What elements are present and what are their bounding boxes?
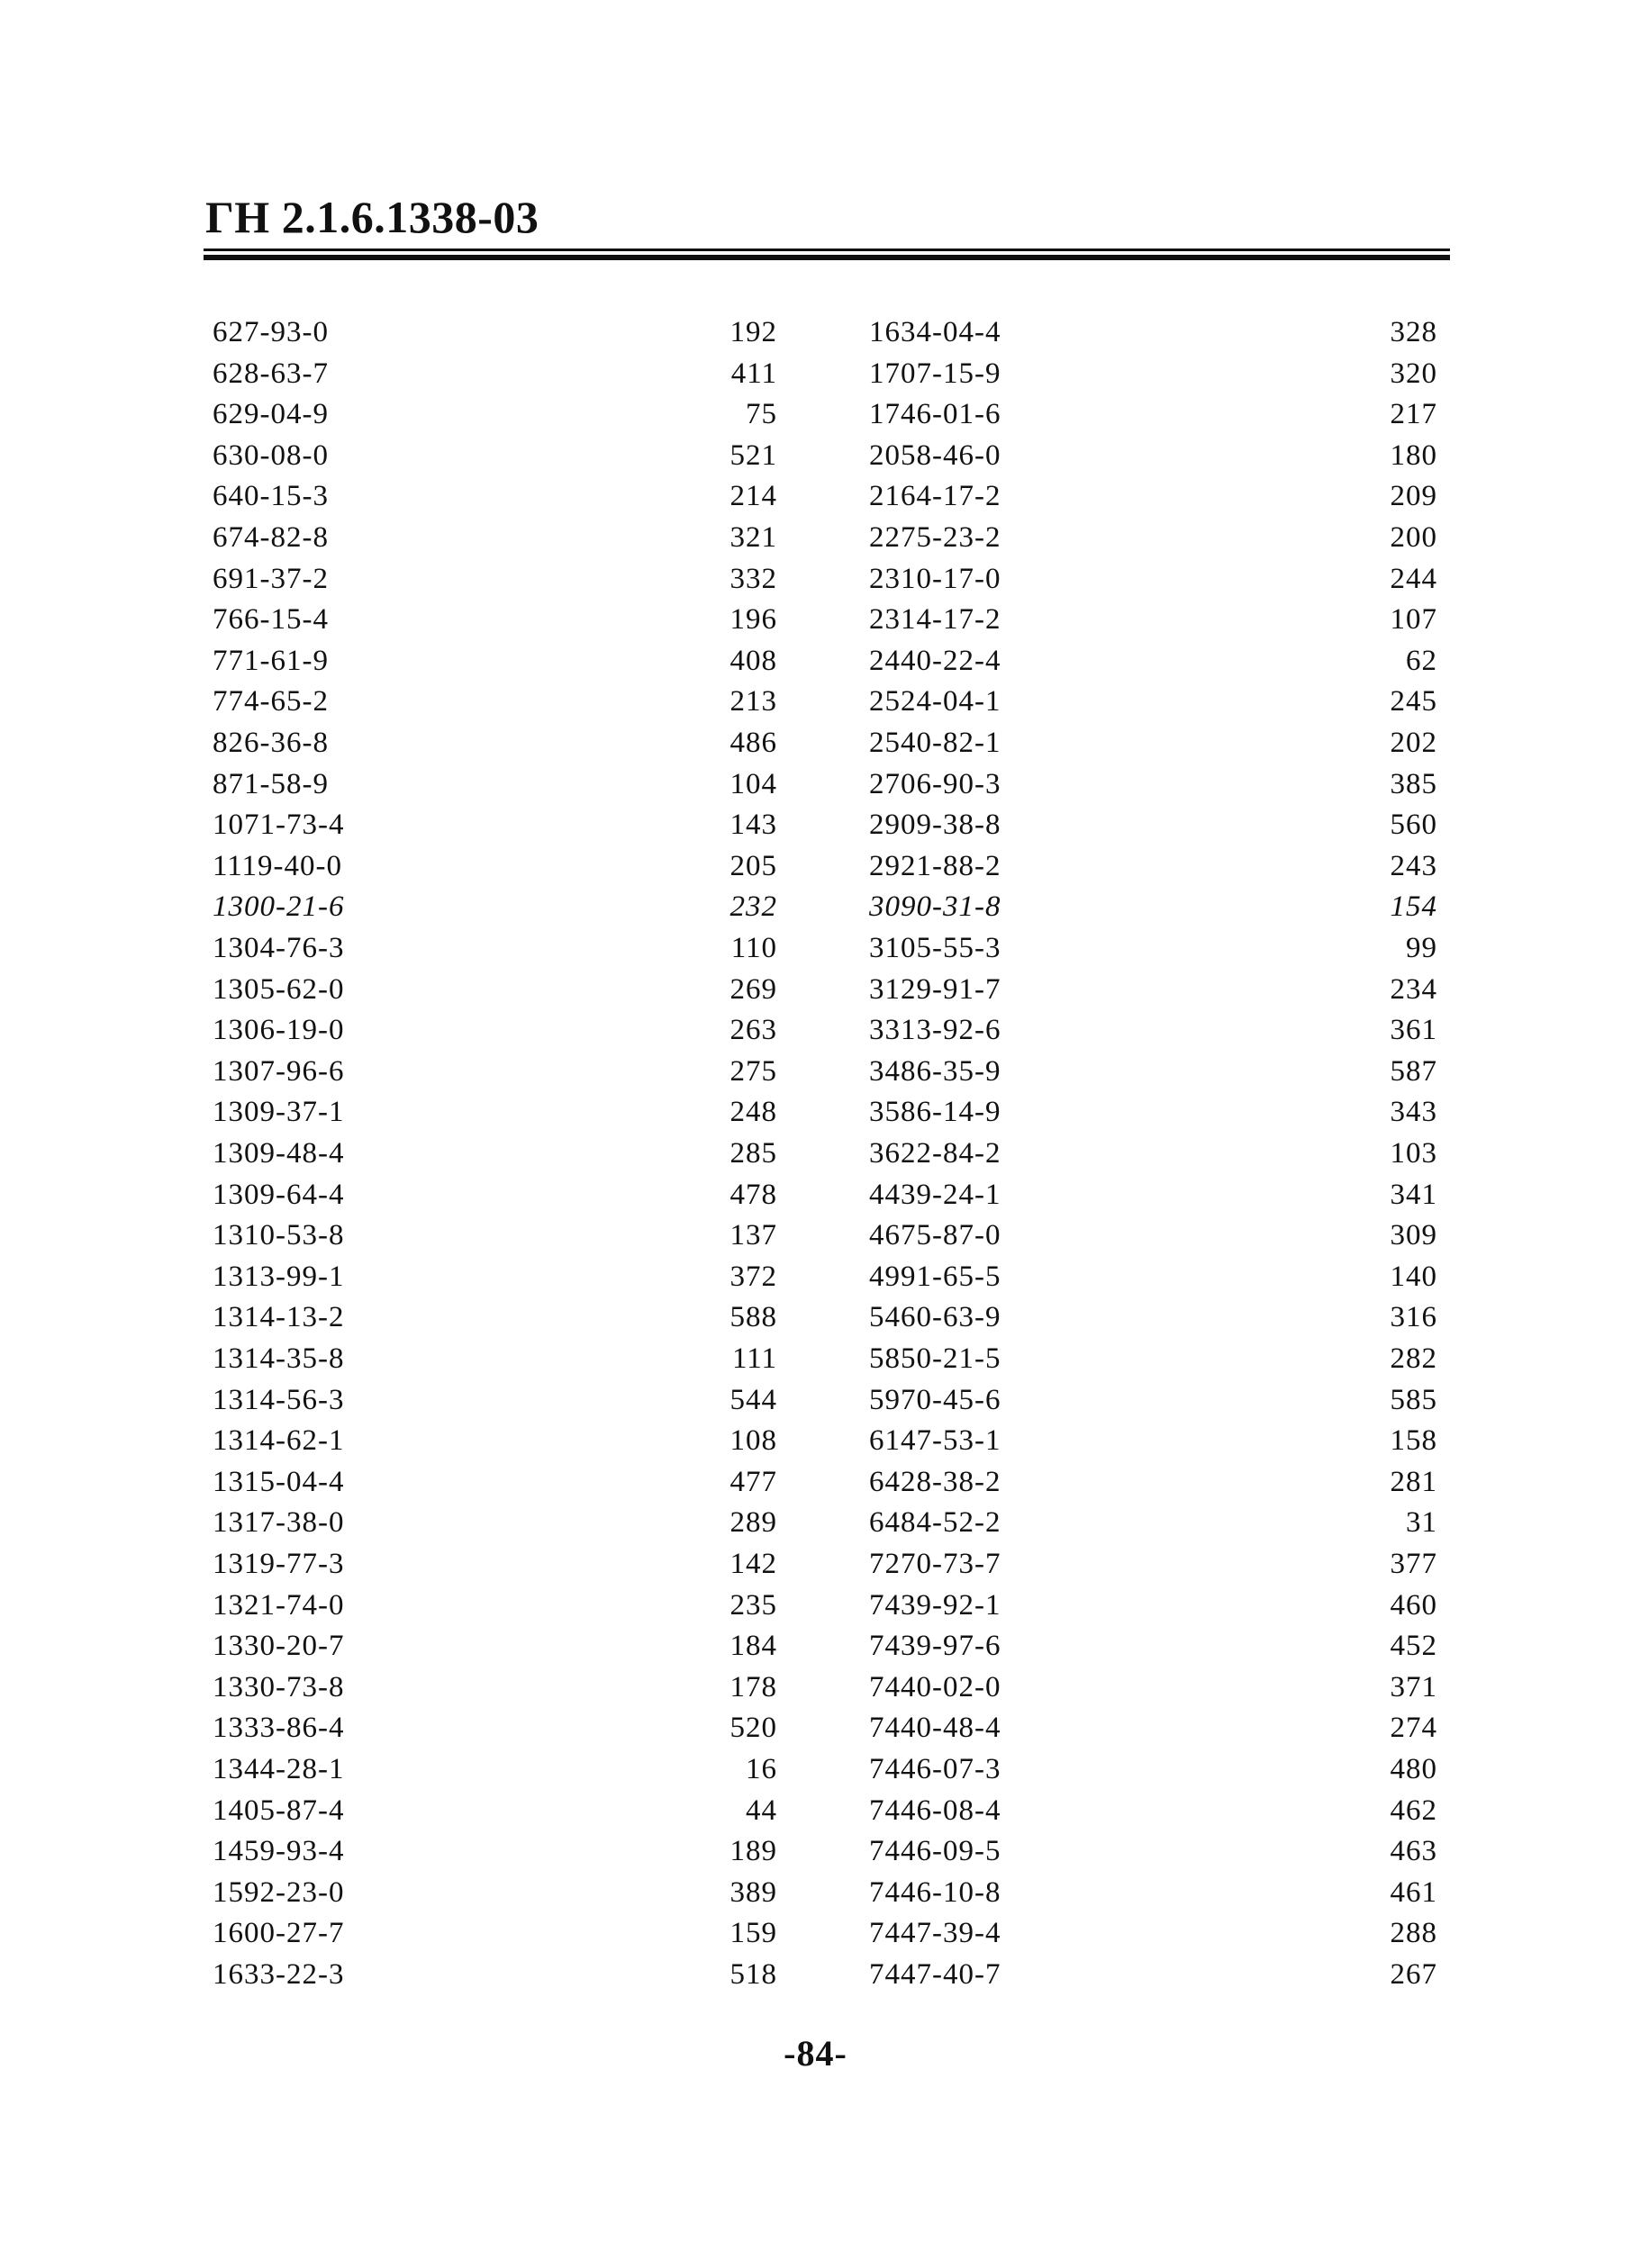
table-row	[0, 1748, 1631, 1790]
table-row	[0, 1912, 1631, 1954]
page-ref-right: 281	[1390, 1465, 1437, 1498]
cas-number-right: 1707-15-9	[869, 357, 1001, 390]
cas-number-right: 2310-17-0	[869, 562, 1001, 595]
page-ref-right: 107	[1390, 603, 1437, 637]
cas-number-right: 2164-17-2	[869, 480, 1001, 513]
page-ref-left: 486	[729, 727, 777, 759]
table-row	[0, 969, 1631, 1010]
table-row	[0, 1420, 1631, 1461]
page-ref-left: 214	[729, 480, 777, 513]
table-row	[0, 1830, 1631, 1872]
cas-number-left: 1314-13-2	[213, 1301, 345, 1334]
page-ref-left: 16	[746, 1753, 777, 1785]
cas-number-left: 1344-28-1	[213, 1753, 345, 1785]
table-row	[0, 804, 1631, 845]
cas-number-right: 2909-38-8	[869, 809, 1001, 842]
page-ref-right: 461	[1390, 1875, 1437, 1909]
page-ref-left: 143	[729, 809, 777, 842]
page-ref-right: 209	[1390, 480, 1437, 513]
page-ref-right: 309	[1390, 1219, 1437, 1252]
table-row	[0, 1009, 1631, 1051]
cas-number-left: 1315-04-4	[213, 1465, 345, 1498]
cas-number-left: 1600-27-7	[213, 1917, 345, 1950]
page-ref-right: 328	[1390, 316, 1437, 348]
page-ref-left: 332	[729, 562, 777, 595]
page-ref-left: 263	[729, 1014, 777, 1047]
cas-number-left: 1314-35-8	[213, 1342, 345, 1375]
page-ref-left: 44	[746, 1794, 777, 1827]
cas-number-right: 7439-92-1	[869, 1588, 1001, 1622]
cas-number-left: 1459-93-4	[213, 1835, 345, 1868]
page-ref-right: 245	[1390, 685, 1437, 718]
table-row	[0, 1872, 1631, 1913]
page-ref-left: 205	[729, 849, 777, 882]
page-ref-left: 111	[731, 1342, 777, 1375]
page-ref-left: 232	[729, 890, 777, 924]
page-ref-left: 75	[746, 398, 777, 431]
page-ref-left: 189	[729, 1835, 777, 1868]
table-row	[0, 886, 1631, 927]
page-ref-left: 520	[729, 1712, 777, 1745]
cas-number-right: 3090-31-8	[869, 890, 1001, 924]
cas-number-left: 826-36-8	[213, 727, 329, 759]
page-ref-left: 521	[729, 438, 777, 472]
table-row	[0, 1461, 1631, 1503]
page-ref-left: 518	[729, 1958, 777, 1991]
cas-number-left: 629-04-9	[213, 398, 329, 431]
page-ref-left: 588	[729, 1301, 777, 1334]
table-row	[0, 1133, 1631, 1174]
page-number: -84-	[784, 2033, 847, 2074]
cas-number-right: 2314-17-2	[869, 603, 1001, 637]
page-ref-left: 178	[729, 1670, 777, 1703]
page-ref-right: 154	[1390, 890, 1437, 924]
page-ref-right: 244	[1390, 562, 1437, 595]
cas-number-left: 1306-19-0	[213, 1014, 345, 1047]
page-ref-right: 103	[1390, 1137, 1437, 1170]
page-ref-left: 142	[729, 1548, 777, 1580]
cas-number-left: 674-82-8	[213, 521, 329, 554]
cas-number-right: 7446-07-3	[869, 1753, 1001, 1785]
table-row	[0, 764, 1631, 805]
page-ref-right: 316	[1390, 1301, 1437, 1334]
page-ref-left: 389	[729, 1875, 777, 1909]
table-row	[0, 1338, 1631, 1379]
table-row	[0, 353, 1631, 394]
cas-number-right: 4991-65-5	[869, 1260, 1001, 1293]
cas-number-right: 4675-87-0	[869, 1219, 1001, 1252]
cas-number-right: 2921-88-2	[869, 849, 1001, 882]
page-ref-right: 288	[1390, 1917, 1437, 1950]
cas-number-right: 2706-90-3	[869, 767, 1001, 800]
page-ref-right: 320	[1390, 357, 1437, 390]
cas-number-right: 7440-48-4	[869, 1712, 1001, 1745]
cas-number-left: 1321-74-0	[213, 1588, 345, 1622]
page-ref-left: 544	[729, 1383, 777, 1416]
table-row	[0, 1667, 1631, 1708]
page-ref-left: 104	[729, 767, 777, 800]
page-ref-right: 385	[1390, 767, 1437, 800]
page-ref-left: 321	[729, 521, 777, 554]
page-ref-left: 269	[729, 972, 777, 1006]
cas-number-left: 640-15-3	[213, 480, 329, 513]
table-row	[0, 558, 1631, 600]
cas-number-left: 774-65-2	[213, 685, 329, 718]
table-row	[0, 435, 1631, 476]
cas-number-left: 1300-21-6	[213, 890, 345, 924]
page-ref-right: 460	[1390, 1588, 1437, 1622]
cas-number-right: 1746-01-6	[869, 398, 1001, 431]
cas-number-left: 1314-62-1	[213, 1424, 345, 1458]
cas-number-right: 3486-35-9	[869, 1054, 1001, 1088]
cas-number-right: 6484-52-2	[869, 1506, 1001, 1540]
document-title: ГН 2.1.6.1338-03	[205, 192, 539, 242]
page-ref-right: 234	[1390, 972, 1437, 1006]
page-ref-right: 587	[1390, 1054, 1437, 1088]
page-ref-left: 289	[729, 1506, 777, 1540]
cas-number-right: 2524-04-1	[869, 685, 1001, 718]
table-row	[0, 1174, 1631, 1215]
page-ref-left: 285	[729, 1137, 777, 1170]
cas-number-right: 7440-02-0	[869, 1670, 1001, 1703]
table-row	[0, 1625, 1631, 1667]
table-row	[0, 517, 1631, 558]
table-row	[0, 1543, 1631, 1585]
cas-number-left: 1592-23-0	[213, 1875, 345, 1909]
cas-number-right: 7447-40-7	[869, 1958, 1001, 1991]
page-ref-right: 560	[1390, 809, 1437, 842]
page-ref-left: 275	[729, 1054, 777, 1088]
cas-number-left: 1304-76-3	[213, 932, 345, 964]
page-ref-left: 137	[729, 1219, 777, 1252]
page-ref-right: 200	[1390, 521, 1437, 554]
page-ref-right: 217	[1390, 398, 1437, 431]
table-row	[0, 1215, 1631, 1256]
table-row	[0, 1051, 1631, 1092]
page-ref-right: 463	[1390, 1835, 1437, 1868]
page-ref-left: 477	[729, 1465, 777, 1498]
cas-number-right: 5970-45-6	[869, 1383, 1001, 1416]
cas-number-left: 1309-48-4	[213, 1137, 345, 1170]
page-ref-left: 478	[729, 1178, 777, 1211]
page-ref-right: 158	[1390, 1424, 1437, 1458]
cas-number-left: 766-15-4	[213, 603, 329, 637]
cas-number-right: 7439-97-6	[869, 1630, 1001, 1663]
page-ref-right: 180	[1390, 438, 1437, 472]
cas-number-left: 1307-96-6	[213, 1054, 345, 1088]
table-row	[0, 599, 1631, 640]
cas-number-left: 1309-37-1	[213, 1096, 345, 1129]
page-ref-left: 372	[729, 1260, 777, 1293]
cas-number-right: 6147-53-1	[869, 1424, 1001, 1458]
cas-number-left: 1330-20-7	[213, 1630, 345, 1663]
cas-number-right: 3129-91-7	[869, 972, 1001, 1006]
page-ref-right: 274	[1390, 1712, 1437, 1745]
cas-number-right: 7446-10-8	[869, 1875, 1001, 1909]
page-ref-right: 341	[1390, 1178, 1437, 1211]
page-ref-right: 452	[1390, 1630, 1437, 1663]
cas-number-left: 771-61-9	[213, 644, 329, 677]
page-ref-right: 267	[1390, 1958, 1437, 1991]
table-row	[0, 1379, 1631, 1421]
cas-number-right: 1634-04-4	[869, 316, 1001, 348]
cas-number-left: 627-93-0	[213, 316, 329, 348]
cas-number-right: 2058-46-0	[869, 438, 1001, 472]
cas-number-left: 1330-73-8	[213, 1670, 345, 1703]
table-row	[0, 845, 1631, 887]
table-row	[0, 640, 1631, 682]
cas-number-right: 3105-55-3	[869, 932, 1001, 964]
page-ref-right: 585	[1390, 1383, 1437, 1416]
cas-number-left: 1313-99-1	[213, 1260, 345, 1293]
cas-number-right: 3586-14-9	[869, 1096, 1001, 1129]
page-ref-right: 361	[1390, 1014, 1437, 1047]
cas-number-left: 1317-38-0	[213, 1506, 345, 1540]
cas-number-right: 4439-24-1	[869, 1178, 1001, 1211]
cas-number-left: 1319-77-3	[213, 1548, 345, 1580]
cas-number-left: 1633-22-3	[213, 1958, 345, 1991]
page-ref-right: 377	[1390, 1548, 1437, 1580]
page-ref-right: 62	[1406, 644, 1437, 677]
page-ref-left: 108	[729, 1424, 777, 1458]
cas-number-left: 1305-62-0	[213, 972, 345, 1006]
table-row	[0, 1502, 1631, 1543]
cas-number-left: 630-08-0	[213, 438, 329, 472]
table-row	[0, 1256, 1631, 1297]
page-ref-left: 213	[729, 685, 777, 718]
table-row	[0, 1091, 1631, 1133]
page-ref-right: 202	[1390, 727, 1437, 759]
cas-number-right: 3622-84-2	[869, 1137, 1001, 1170]
table-row	[0, 927, 1631, 969]
cas-number-right: 6428-38-2	[869, 1465, 1001, 1498]
page-ref-right: 282	[1390, 1342, 1437, 1375]
cas-number-left: 1314-56-3	[213, 1383, 345, 1416]
cas-number-left: 1309-64-4	[213, 1178, 345, 1211]
cas-number-right: 7446-09-5	[869, 1835, 1001, 1868]
page-ref-left: 248	[729, 1096, 777, 1129]
table-row	[0, 393, 1631, 435]
cas-number-right: 2440-22-4	[869, 644, 1001, 677]
page-ref-left: 159	[729, 1917, 777, 1950]
cas-number-left: 1119-40-0	[213, 849, 343, 882]
page-ref-right: 31	[1406, 1506, 1437, 1540]
page-ref-right: 462	[1390, 1794, 1437, 1827]
page-ref-left: 235	[729, 1588, 777, 1622]
cas-number-left: 871-58-9	[213, 767, 329, 800]
page-ref-right: 140	[1390, 1260, 1437, 1293]
cas-number-right: 7446-08-4	[869, 1794, 1001, 1827]
cas-number-left: 691-37-2	[213, 562, 329, 595]
page-ref-right: 371	[1390, 1670, 1437, 1703]
cas-number-left: 1405-87-4	[213, 1794, 345, 1827]
cas-number-left: 1333-86-4	[213, 1712, 345, 1745]
cas-number-right: 2275-23-2	[869, 521, 1001, 554]
page-ref-left: 110	[730, 932, 777, 964]
page-ref-left: 196	[729, 603, 777, 637]
cas-number-right: 2540-82-1	[869, 727, 1001, 759]
page-ref-right: 99	[1406, 932, 1437, 964]
page-ref-left: 184	[729, 1630, 777, 1663]
page-ref-left: 411	[730, 357, 777, 390]
cas-number-left: 628-63-7	[213, 357, 329, 390]
page-ref-right: 243	[1390, 849, 1437, 882]
cas-number-right: 5850-21-5	[869, 1342, 1001, 1375]
cas-number-right: 5460-63-9	[869, 1301, 1001, 1334]
table-row	[0, 312, 1631, 353]
cas-number-left: 1071-73-4	[213, 809, 345, 842]
table-row	[0, 1707, 1631, 1748]
table-row	[0, 1297, 1631, 1338]
table-row	[0, 1790, 1631, 1831]
page-ref-right: 343	[1390, 1096, 1437, 1129]
table-row	[0, 681, 1631, 722]
cas-number-left: 1310-53-8	[213, 1219, 345, 1252]
cas-number-right: 7270-73-7	[869, 1548, 1001, 1580]
table-row	[0, 1585, 1631, 1626]
cas-number-right: 3313-92-6	[869, 1014, 1001, 1047]
table-row	[0, 475, 1631, 517]
page-ref-right: 480	[1390, 1753, 1437, 1785]
cas-number-right: 7447-39-4	[869, 1917, 1001, 1950]
table-row	[0, 722, 1631, 764]
page-ref-left: 408	[729, 644, 777, 677]
table-row	[0, 1954, 1631, 1995]
page-ref-left: 192	[729, 316, 777, 348]
